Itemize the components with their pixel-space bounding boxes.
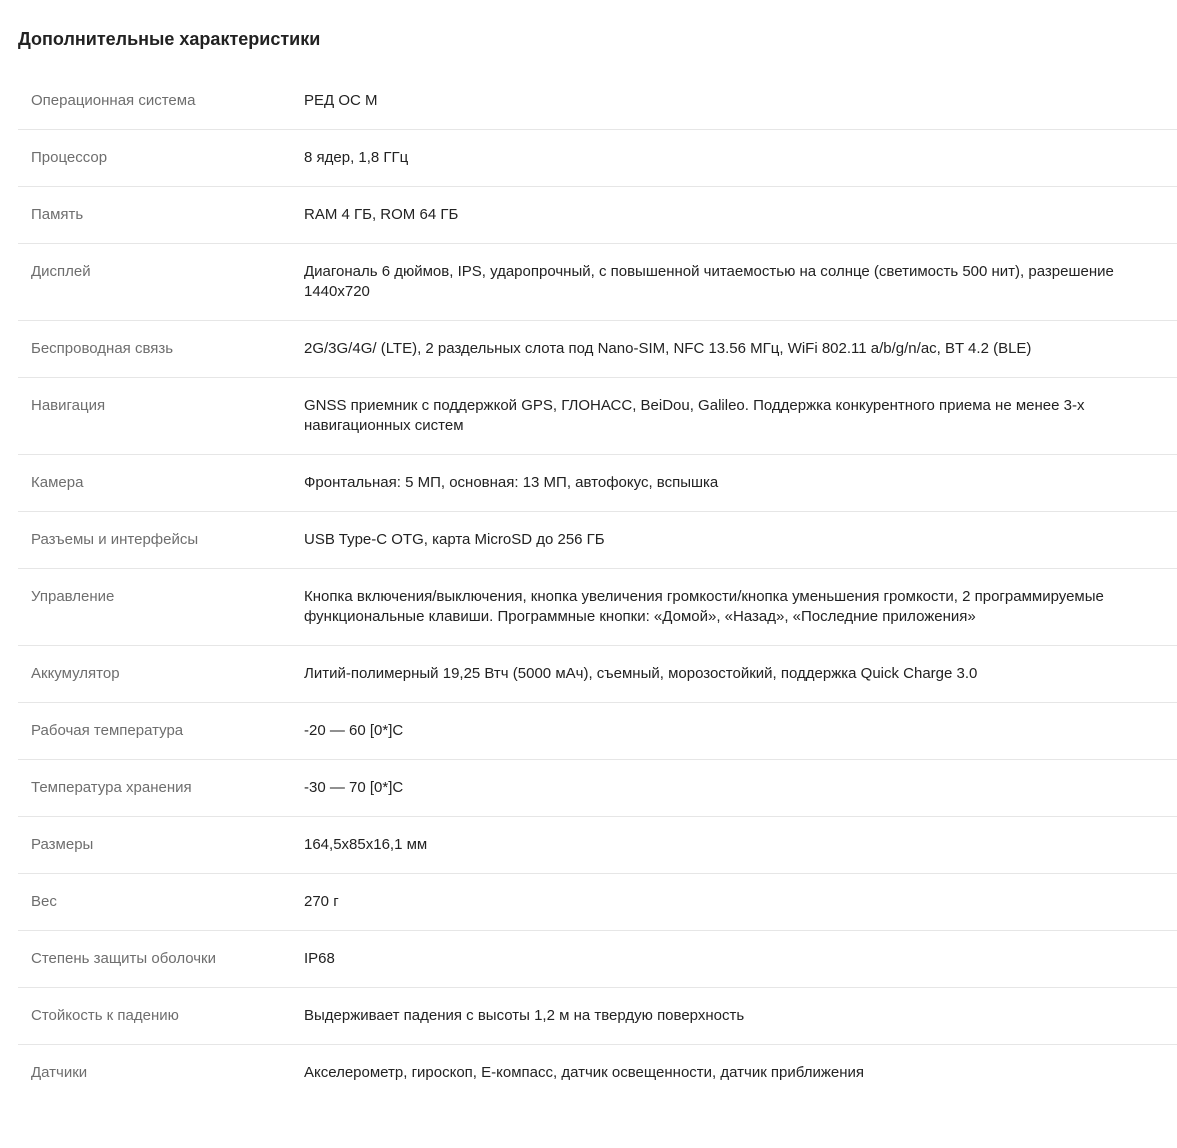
spec-value: RAM 4 ГБ, ROM 64 ГБ <box>304 206 459 223</box>
spec-value: Литий-полимерный 19,25 Втч (5000 мАч), съемный, морозостойкий, поддержка Quick Charge 3.0 <box>304 665 978 682</box>
spec-row-processor <box>18 130 1177 187</box>
spec-value: 2G/3G/4G/ (LTE), 2 раздельных слота под Nano-SIM, NFC 13.56 МГц, WiFi 802.11 a/b/g/n/ac, BT 4.2 (BLE) <box>304 340 1032 357</box>
spec-label: Датчики <box>31 1064 88 1081</box>
spec-value: GNSS приемник с поддержкой GPS, ГЛОНАСС, BeiDou, Galileo. Поддержка конкурентного приема не менее 3-х навигационных систем <box>304 397 1085 434</box>
spec-row-storage-temperature <box>18 760 1177 817</box>
spec-row-operating-temperature <box>18 703 1177 760</box>
spec-label: Разъемы и интерфейсы <box>31 531 199 548</box>
spec-value: 164,5х85х16,1 мм <box>304 836 428 853</box>
spec-row-os <box>18 73 1177 130</box>
spec-value: 270 г <box>304 893 339 910</box>
spec-row-controls <box>18 569 1177 646</box>
spec-row-display <box>18 244 1177 321</box>
spec-value: Акселерометр, гироскоп, E-компасс, датчик освещенности, датчик приближения <box>304 1064 864 1081</box>
spec-value: РЕД ОС М <box>304 92 378 109</box>
spec-label: Стойкость к падению <box>31 1007 179 1024</box>
spec-value: Кнопка включения/выключения, кнопка увеличения громкости/кнопка уменьшения громкости, 2 программируемые функциональные клавиши. Программные кнопки: «Домой», «Назад», «Последние приложения» <box>304 588 1104 625</box>
spec-label: Управление <box>31 588 115 605</box>
spec-row-protection <box>18 931 1177 988</box>
spec-row-camera <box>18 455 1177 512</box>
spec-row-wireless <box>18 321 1177 378</box>
spec-label: Степень защиты оболочки <box>31 950 217 967</box>
spec-value: -20 — 60 [0*]C <box>304 722 404 739</box>
spec-label: Память <box>31 206 84 223</box>
spec-table <box>18 73 1177 1101</box>
spec-value: 8 ядер, 1,8 ГГц <box>304 149 409 166</box>
spec-label: Навигация <box>31 397 106 414</box>
spec-label: Температура хранения <box>31 779 192 796</box>
spec-label: Аккумулятор <box>31 665 120 682</box>
spec-row-sensors <box>18 1045 1177 1101</box>
spec-value: Выдерживает падения с высоты 1,2 м на твердую поверхность <box>304 1007 745 1024</box>
spec-row-weight <box>18 874 1177 931</box>
spec-label: Процессор <box>31 149 108 166</box>
spec-row-battery <box>18 646 1177 703</box>
spec-label: Операционная система <box>31 92 196 109</box>
section-title: Дополнительные характеристики <box>18 29 321 49</box>
spec-label: Беспроводная связь <box>31 340 174 357</box>
spec-value: Фронтальная: 5 МП, основная: 13 МП, автофокус, вспышка <box>304 474 719 491</box>
spec-label: Рабочая температура <box>31 722 184 739</box>
spec-value: USB Type-C OTG, карта MicroSD до 256 ГБ <box>304 531 605 548</box>
spec-value: IP68 <box>304 950 335 967</box>
spec-label: Размеры <box>31 836 94 853</box>
spec-label: Дисплей <box>31 263 91 280</box>
spec-value: Диагональ 6 дюймов, IPS, ударопрочный, с повышенной читаемостью на солнце (светимость 500 нит), разрешение 1440х720 <box>304 263 1114 300</box>
spec-label: Камера <box>31 474 84 491</box>
spec-row-dimensions <box>18 817 1177 874</box>
spec-row-memory <box>18 187 1177 244</box>
spec-label: Вес <box>31 893 57 910</box>
spec-row-navigation <box>18 378 1177 455</box>
spec-value: -30 — 70 [0*]C <box>304 779 404 796</box>
spec-row-ports <box>18 512 1177 569</box>
spec-row-drop-resistance <box>18 988 1177 1045</box>
